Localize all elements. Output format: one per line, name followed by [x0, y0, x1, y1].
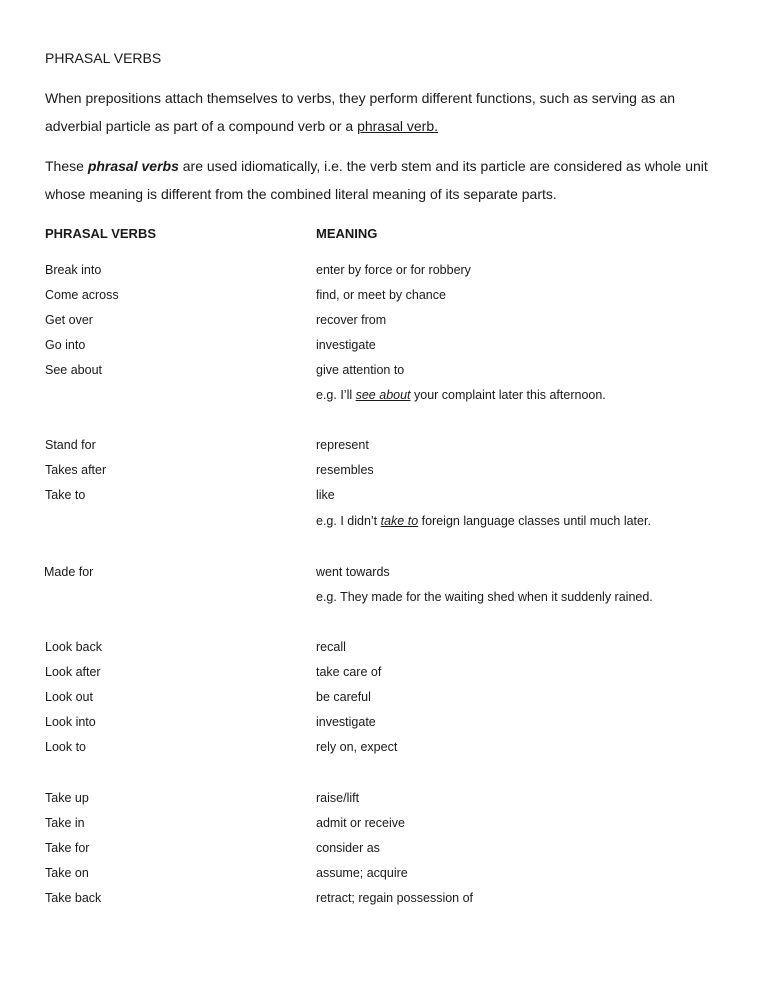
table-row-verb: Stand for: [45, 438, 96, 452]
table-row-verb: Come across: [45, 288, 119, 302]
table-row-meaning: find, or meet by chance: [316, 288, 446, 302]
table-row-verb: Go into: [45, 338, 86, 352]
table-row-meaning: rely on, expect: [316, 740, 398, 754]
table-row-verb: Take on: [45, 866, 89, 880]
table-row-verb: Take in: [45, 816, 85, 830]
para2-post: are used idiomatically, i.e. the verb stem and its particle are considered as whole unit: [178, 158, 708, 174]
table-row-meaning: investigate: [316, 715, 376, 729]
table-row-meaning: investigate: [316, 338, 376, 352]
table-row-verb: Break into: [45, 263, 102, 277]
intro-line-2: [45, 118, 438, 134]
table-row-meaning: admit or receive: [316, 816, 405, 830]
table-row-meaning: take care of: [316, 665, 382, 679]
table-row-meaning: consider as: [316, 841, 380, 855]
phrasal-verbs-emphasis: phrasal verbs: [87, 158, 179, 174]
table-row-meaning: be careful: [316, 690, 371, 704]
example-pre: e.g. I’ll: [316, 388, 356, 402]
column-header-verbs: PHRASAL VERBS: [45, 226, 157, 241]
table-row-verb: Take to: [45, 488, 86, 502]
phrasal-verb-link[interactable]: phrasal verb.: [357, 118, 438, 134]
para2-pre: These: [45, 158, 88, 174]
table-row-meaning: assume; acquire: [316, 866, 408, 880]
table-row-verb: Look after: [45, 665, 101, 679]
table-row-verb: Look into: [45, 715, 96, 729]
example-emphasis: see about: [355, 388, 411, 402]
table-row-meaning: represent: [316, 438, 369, 452]
table-row-meaning: enter by force or for robbery: [316, 263, 471, 277]
example-pre: e.g. I didn’t: [316, 514, 381, 528]
table-row-verb: Look back: [45, 640, 102, 654]
intro-line-2-text: adverbial particle as part of a compound verb or a: [45, 118, 358, 134]
table-row-verb: Take back: [45, 891, 102, 905]
table-row-meaning: give attention to: [316, 363, 405, 377]
table-row-meaning: resembles: [316, 463, 374, 477]
page-title: PHRASAL VERBS: [45, 50, 162, 66]
column-header-meaning: MEANING: [316, 226, 378, 241]
example-post: foreign language classes until much later.: [418, 514, 651, 528]
table-row-meaning: went towards: [316, 565, 390, 579]
table-row-meaning: raise/lift: [316, 791, 360, 805]
table-row-verb: Look out: [45, 690, 93, 704]
table-row-verb: Take up: [45, 791, 89, 805]
table-row-example: [316, 514, 651, 528]
table-row-example: [316, 388, 606, 402]
para2-line-1: [45, 158, 708, 174]
intro-line-1: When prepositions attach themselves to verbs, they perform different functions, such as serving as an: [45, 90, 676, 106]
table-row-verb: Get over: [45, 313, 93, 327]
table-row-meaning: recall: [316, 640, 346, 654]
table-row-verb: Made for: [44, 565, 94, 579]
table-row-meaning: like: [316, 488, 335, 502]
para2-line-2: whose meaning is different from the combined literal meaning of its separate parts.: [45, 186, 557, 202]
table-row-verb: Takes after: [45, 463, 107, 477]
example-post: your complaint later this afternoon.: [410, 388, 606, 402]
table-row-verb: Look to: [45, 740, 87, 754]
table-row-verb: Take for: [45, 841, 90, 855]
table-row-verb: See about: [45, 363, 102, 377]
table-row-example: e.g. They made for the waiting shed when it suddenly rained.: [316, 590, 653, 604]
table-row-meaning: retract; regain possession of: [316, 891, 474, 905]
table-row-meaning: recover from: [316, 313, 387, 327]
example-emphasis: take to: [380, 514, 419, 528]
